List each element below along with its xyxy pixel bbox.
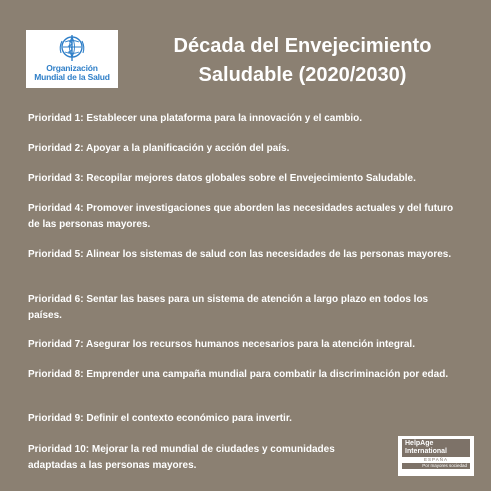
who-logo-line2: Mundial de la Salud xyxy=(34,72,110,82)
priority-item-1: Prioridad 1: Establecer una plataforma para la innovación y el cambio. xyxy=(28,113,362,124)
who-logo-text xyxy=(34,64,110,82)
priority-item-6: Prioridad 6: Sentar las bases para un sistema de atención a largo plazo en todos los países. xyxy=(28,294,429,321)
who-logo xyxy=(26,30,118,88)
priority-item-5: Prioridad 5: Alinear los sistemas de salud con las necesidades de las personas mayores. xyxy=(28,249,452,260)
priority-item-3: Prioridad 3: Recopilar mejores datos globales sobre el Envejecimiento Saludable. xyxy=(28,173,416,184)
page-title xyxy=(130,32,475,90)
priority-item-10: Prioridad 10: Mejorar la red mundial de ciudades y comunidades adaptadas a las personas mayores. xyxy=(28,444,335,471)
priority-item-4: Prioridad 4: Promover investigaciones que aborden las necesidades actuales y del futuro de las personas mayores. xyxy=(28,203,454,230)
helpage-name-line1: HelpAge xyxy=(405,440,434,447)
helpage-logo xyxy=(398,436,474,476)
priority-item-9: Prioridad 9: Definir el contexto económico para invertir. xyxy=(28,413,292,424)
priority-item-8: Prioridad 8: Emprender una campaña mundial para combatir la discriminación por edad. xyxy=(28,369,449,380)
helpage-name-line2: International xyxy=(405,448,448,455)
helpage-logo-country: ESPAÑA xyxy=(424,457,448,462)
who-emblem-icon xyxy=(57,33,87,63)
helpage-logo-tagline: Por mayores sociedad xyxy=(402,463,470,469)
title-line2: Saludable (2020/2030) xyxy=(198,64,407,86)
helpage-logo-name xyxy=(402,439,470,457)
who-logo-line1: Organización xyxy=(46,63,98,73)
priority-item-2: Prioridad 2: Apoyar a la planificación y acción del país. xyxy=(28,143,290,154)
priority-item-7: Prioridad 7: Asegurar los recursos humanos necesarios para la atención integral. xyxy=(28,339,415,350)
title-line1: Década del Envejecimiento xyxy=(173,35,432,57)
